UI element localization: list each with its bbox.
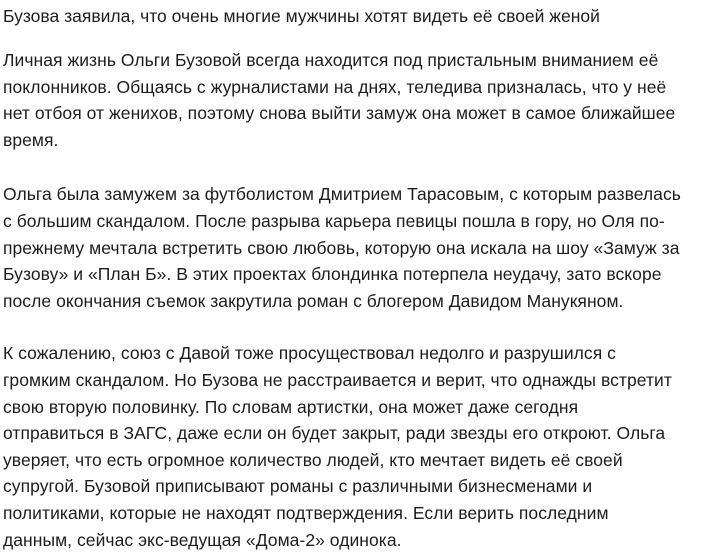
paragraph-line: супругой. Бузовой приписывают романы с различными бизнесменами и [3, 473, 711, 500]
article [3, 0, 711, 553]
paragraph-line: прежнему мечтала встретить свою любовь, которую она искала на шоу «Замуж за [3, 235, 711, 262]
paragraph-line: свою вторую половинку. По словам артистки, она может даже сегодня [3, 394, 711, 421]
article-paragraph-1 [3, 47, 711, 153]
paragraph-line: Ольга была замужем за футболистом Дмитрием Тарасовым, с которым развелась [3, 181, 711, 208]
article-title: Бузова заявила, что очень многие мужчины хотят видеть её своей женой [3, 0, 711, 29]
paragraph-line: уверяет, что есть огромное количество людей, кто мечтает видеть её своей [3, 447, 711, 474]
paragraph-line: Бузову» и «План Б». В этих проектах блондинка потерпела неудачу, зато вскоре [3, 261, 711, 288]
paragraph-line: данным, сейчас экс-ведущая «Дома-2» одинока. [3, 527, 711, 553]
paragraph-line: Личная жизнь Ольги Бузовой всегда находится под пристальным вниманием её [3, 47, 711, 74]
paragraph-line: с большим скандалом. После разрыва карьера певицы пошла в гору, но Оля по- [3, 208, 711, 235]
paragraph-line: после окончания съемок закрутила роман с блогером Давидом Манукяном. [3, 288, 711, 315]
paragraph-line: К сожалению, союз с Давой тоже просуществовал недолго и разрушился с [3, 340, 711, 367]
article-paragraph-3 [3, 340, 711, 553]
paragraph-line: время. [3, 127, 711, 154]
paragraph-line: отправиться в ЗАГС, даже если он будет закрыт, ради звезды его откроют. Ольга [3, 420, 711, 447]
paragraph-line: нет отбоя от женихов, поэтому снова выйти замуж она может в самое ближайшее [3, 100, 711, 127]
paragraph-line: громким скандалом. Но Бузова не расстраивается и верит, что однажды встретит [3, 367, 711, 394]
article-paragraph-2 [3, 181, 711, 314]
paragraph-line: политиками, которые не находят подтверждения. Если верить последним [3, 500, 711, 527]
paragraph-line: поклонников. Общаясь с журналистами на днях, теледива призналась, что у неё [3, 74, 711, 101]
